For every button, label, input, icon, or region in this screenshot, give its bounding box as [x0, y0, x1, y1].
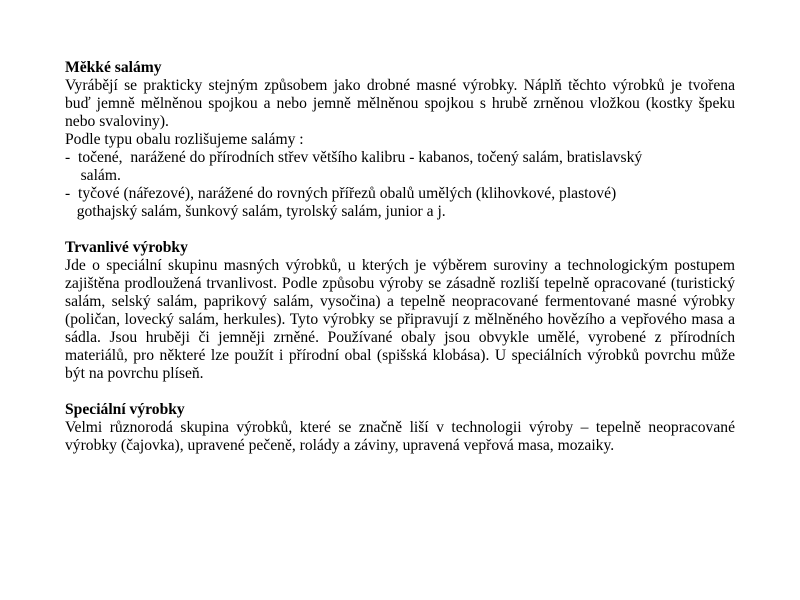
text-line: Vyrábějí se prakticky stejným způsobem jako drobné masné výrobky. Náplň těchto výrobků je tvořena — [65, 77, 735, 94]
text-line: výrobky (čajovka), upravené pečeně, rolády a záviny, upravená vepřová masa, mozaiky. — [65, 437, 615, 454]
list-item: - točené, narážené do přírodních střev většího kalibru - kabanos, točený salám, bratislavský — [65, 149, 643, 166]
text-line: materiálů, pro některé lze použít i přírodní obal (spišská klobása). U speciálních výrobků povrchu může — [65, 347, 735, 364]
text-line: Velmi různorodá skupina výrobků, které se značně liší v technologii výroby – tepelně neopracované — [65, 419, 735, 436]
text-line: sádla. Jsou hruběji či jemněji zrněné. Používané obaly jsou obvykle umělé, vyrobené z přírodních — [65, 329, 735, 346]
text-line: buď jemně mělněnou spojkou a nebo jemně mělněnou spojkou s hrubě zrněnou vložkou (kostky špeku — [65, 95, 735, 112]
text-line: (poličan, lovecký salám, herkules). Tyto výrobky se připravují z mělněného hovězího a vepřového masa a — [65, 311, 735, 328]
list-item-continuation: salám. — [65, 167, 121, 184]
text-line: zajištěna prodloužená trvanlivost. Podle způsobu výroby se zásadně rozliší tepelně opracované (turistický — [65, 275, 735, 292]
section-heading: Speciální výrobky — [65, 401, 185, 418]
text-line: Podle typu obalu rozlišujeme salámy : — [65, 131, 304, 148]
document-body — [65, 59, 735, 455]
section-heading: Měkké salámy — [65, 59, 162, 76]
spacer — [65, 221, 735, 239]
section-heading: Trvanlivé výrobky — [65, 239, 188, 256]
text-line: nebo svaloviny). — [65, 113, 169, 130]
spacer — [65, 383, 735, 401]
list-item: - tyčové (nářezové), narážené do rovných přířezů obalů umělých (klihovkové, plastové) — [65, 185, 617, 202]
text-line: salám, selský salám, paprikový salám, vysočina) a tepelně neopracované fermentované masné výrobky — [65, 293, 735, 310]
text-line: být na povrchu plíseň. — [65, 365, 204, 382]
list-item-continuation: gothajský salám, šunkový salám, tyrolský salám, junior a j. — [65, 203, 446, 220]
text-line: Jde o speciální skupinu masných výrobků, u kterých je výběrem suroviny a technologickým postupem — [65, 257, 735, 274]
